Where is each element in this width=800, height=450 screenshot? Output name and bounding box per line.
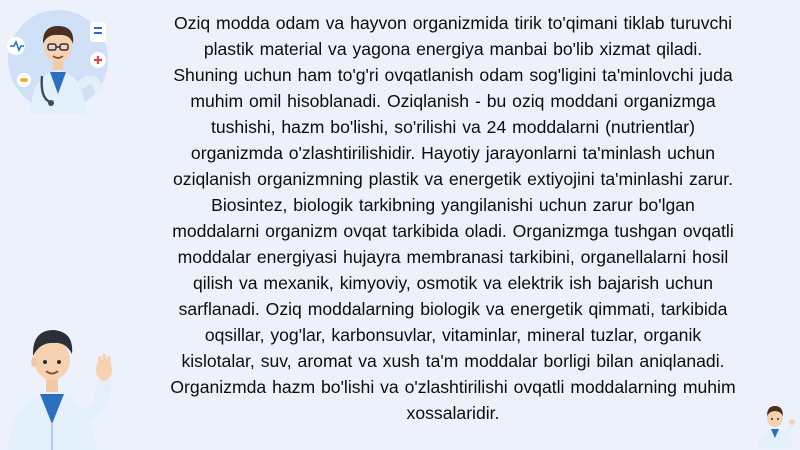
paragraph-line: organizmda o'zlashtirilishidir. Hayotiy jarayonlarni ta'minlash uchun [190,143,716,163]
paragraph-line: Shuning uchun ham to'g'ri ovqatlanish odam sog'ligini ta'minlovchi juda [173,65,733,85]
paragraph-line: xossalaridir. [406,403,500,423]
paragraph-line: moddalar energiyasi hujayra membranasi tarkibini, organellalarni hosil [177,247,729,267]
paragraph-line: sarflanadi. Oziq moddalarning biologik va energetik qimmati, tarkibida [178,299,728,319]
paragraph-line: Oziq modda odam va hayvon organizmida tirik to'qimani tiklab turuvchi [173,13,733,33]
paragraph-line: muhim omil hisoblanadi. Oziqlanish - bu oziq moddani organizmga [190,91,716,111]
paragraph-line: tushishi, hazm bo'lishi, so'rilishi va 24 moddalarni (nutrientlar) [210,117,696,137]
small-doctor-icon [752,400,798,448]
paragraph-line: oziqlanish organizmning plastik va energetik extiyojini ta'minlashi zarur. [173,169,733,189]
paragraph-line: moddalarni organizm ovqat tarkibida oladi. Organizmga tushgan ovqatli [172,221,734,241]
paragraph-line: plastik material va yagona energiya manbai bo'lib xizmat qiladi. [203,39,703,59]
doctor-waving-icon [0,312,118,450]
paragraph-line: oqsillar, yog'lar, karbonsuvlar, vitaminlar, mineral tuzlar, organik [204,325,702,345]
paragraph-line: Biosintez, biologik tarkibning yangilanishi uchun zarur bo'lgan [211,195,695,215]
paragraph-line: qilish va mexanik, kimyoviy, osmotik va elektrik ish bajarish uchun [192,273,714,293]
doctor-with-stethoscope-icon [2,2,114,114]
paragraph-line: Organizmda hazm bo'lishi va o'zlashtirilishi ovqatli moddalarning muhim [170,377,736,397]
paragraph-line: kislotalar, suv, aromat va xush ta'm moddalar borligi bilan aniqlanadi. [181,351,725,371]
body-paragraph [118,10,788,426]
